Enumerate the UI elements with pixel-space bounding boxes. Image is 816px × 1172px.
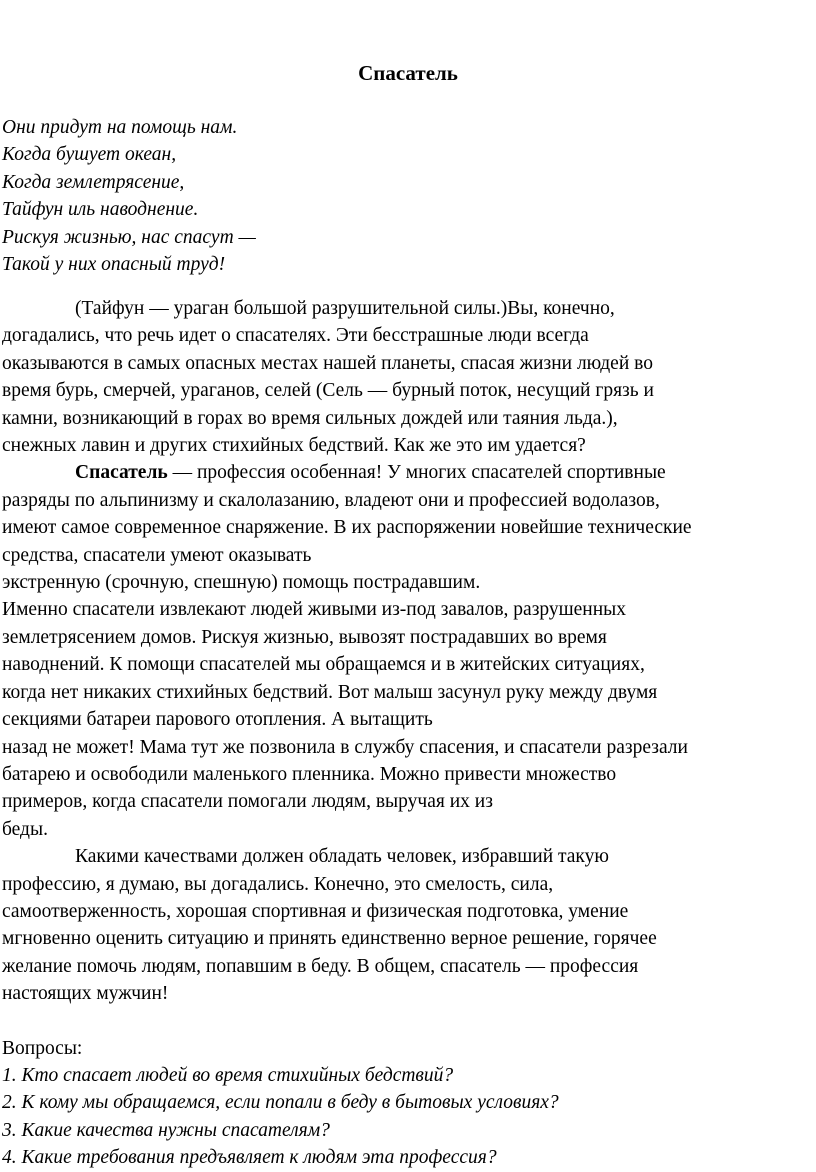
text-line: беды. — [2, 818, 48, 840]
text-line: время бурь, смерчей, ураганов, селей (Сель — бурный поток, несущий грязь и — [2, 380, 654, 402]
text-line: самоотверженность, хорошая спортивная и физическая подготовка, умение — [2, 900, 629, 922]
question-item: 2. К кому мы обращаемся, если попали в беду в бытовых условиях? — [2, 1092, 559, 1114]
text-line: разряды по альпинизму и скалолазанию, владеют они и профессией водолазов, — [2, 489, 660, 511]
text-line: экстренную (срочную, спешную) помощь пострадавшим. — [2, 572, 481, 594]
text-line: примеров, когда спасатели помогали людям, выручая их из — [2, 791, 493, 813]
paragraph-intro — [2, 295, 816, 459]
poem-line: Когда землетрясение, — [2, 171, 185, 193]
text-line: когда нет никаких стихийных бедствий. Вот малыш засунул руку между двумя — [2, 681, 658, 703]
paragraph-qualities — [2, 843, 816, 1007]
text-line: Какими качествами должен обладать человек, избравший такую — [75, 846, 609, 868]
text-line: снежных лавин и других стихийных бедствий. Как же это им удается? — [2, 435, 586, 457]
text-line: камни, возникающий в горах во время сильных дождей или таяния льда.), — [2, 407, 618, 429]
bold-term: Спасатель — [75, 462, 168, 484]
poem — [2, 114, 256, 278]
text-line — [2, 459, 816, 486]
text-line: секциями батареи парового отопления. А вытащить — [2, 709, 433, 731]
text-line: настоящих мужчин! — [2, 983, 169, 1005]
poem-line: Тайфун иль наводнение. — [2, 199, 199, 221]
text-line: оказываются в самых опасных местах нашей планеты, спасая жизни людей во — [2, 352, 653, 374]
question-item: 4. Какие требования предъявляет к людям эта профессия? — [2, 1147, 497, 1169]
body-text — [2, 295, 816, 1172]
text-span: — профессия особенная! У многих спасателей спортивные — [167, 462, 666, 484]
question-item: 1. Кто спасает людей во время стихийных бедствий? — [2, 1064, 454, 1086]
text-line: (Тайфун — ураган большой разрушительной силы.)Вы, конечно, — [75, 298, 615, 319]
text-line: Именно спасатели извлекают людей живыми из-под завалов, разрушенных — [2, 599, 627, 621]
text-line: мгновенно оценить ситуацию и принять единственно верное решение, горячее — [2, 928, 657, 950]
text-line: землетрясением домов. Рискуя жизнью, вывозят пострадавших во время — [2, 626, 607, 648]
text-line: желание помочь людям, попавшим в беду. В общем, спасатель — профессия — [2, 955, 639, 977]
poem-line: Рискуя жизнью, нас спасут — — [2, 226, 256, 248]
spacer — [2, 1008, 816, 1035]
document-title: Спасатель — [358, 61, 458, 85]
text-line: профессию, я думаю, вы догадались. Конечно, это смелость, сила, — [2, 873, 554, 895]
paragraph-profession — [2, 459, 816, 843]
poem-line: Такой у них опасный труд! — [2, 254, 226, 276]
text-line: средства, спасатели умеют оказывать — [2, 544, 312, 566]
text-line: назад не может! Мама тут же позвонила в службу спасения, и спасатели разрезали — [2, 736, 688, 758]
text-line: наводнений. К помощи спасателей мы обращаемся и в житейских ситуациях, — [2, 654, 645, 676]
poem-line: Они придут на помощь нам. — [2, 117, 238, 138]
text-line: догадались, что речь идет о спасателях. Эти бесстрашные люди всегда — [2, 325, 589, 347]
text-line: имеют самое современное снаряжение. В их распоряжении новейшие технические — [2, 517, 692, 539]
questions-section — [2, 1035, 816, 1172]
poem-line: Когда бушует океан, — [2, 144, 177, 166]
question-item: 3. Какие качества нужны спасателям? — [2, 1119, 330, 1141]
text-line: батарею и освободили маленького пленника. Можно привести множество — [2, 763, 617, 785]
questions-label: Вопросы: — [2, 1037, 83, 1059]
